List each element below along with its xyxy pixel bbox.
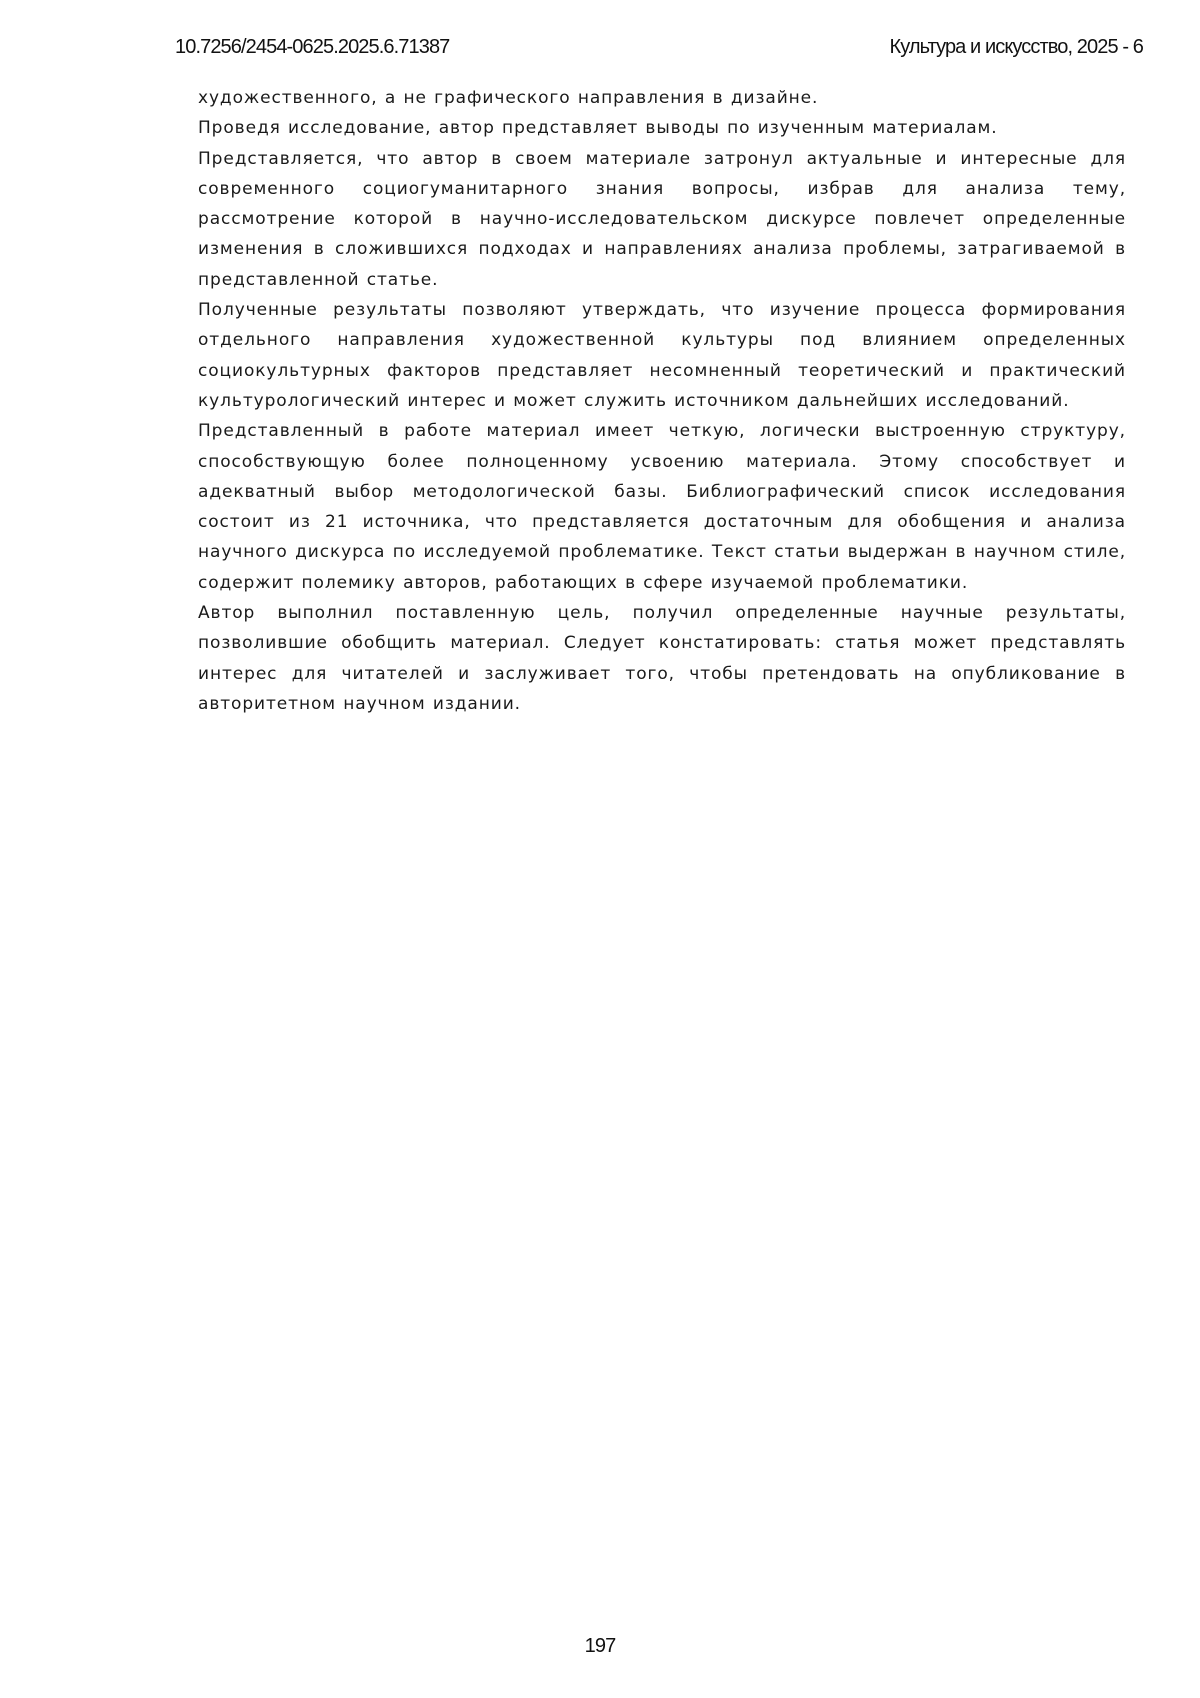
paragraph: Автор выполнил поставленную цель, получил определенные научные результаты, позволившие обобщить материал. Следует констатировать: статья может представлять интерес для читателей и заслуживает того, чтобы претендовать на опубликование в авторитетном научном издании. (198, 603, 1126, 714)
paragraph: Проведя исследование, автор представляет выводы по изученным материалам. (198, 118, 998, 139)
page-number: 197 (584, 1635, 616, 1657)
doi-label: 10.7256/2454-0625.2025.6.71387 (175, 36, 450, 58)
paragraph: Представляется, что автор в своем материале затронул актуальные и интересные для современного социогуманитарного знания вопросы, избрав для анализа тему, рассмотрение которой в научно-исследовательском дискурсе повлечет определенные изменения в сложившихся подходах и направлениях анализа проблемы, затрагиваемой в представленной статье. (198, 148, 1126, 290)
journal-issue-label: Культура и искусство, 2025 - 6 (889, 36, 1143, 58)
paragraph: Полученные результаты позволяют утверждать, что изучение процесса формирования отдельного направления художественной культуры под влиянием определенных социокультурных факторов представляет несомненный теоретический и практический культурологический интерес и может служить источником дальнейших исследований. (198, 300, 1126, 411)
article-body (198, 83, 1126, 719)
paragraph: художественного, а не графического направления в дизайне. (198, 88, 819, 108)
running-header (175, 36, 1143, 64)
paragraph: Представленный в работе материал имеет четкую, логически выстроенную структуру, способствующую более полноценному усвоению материала. Этому способствует и адекватный выбор методологической базы. Библиографический список исследования состоит из 21 источника, что представляется достаточным для обобщения и анализа научного дискурса по исследуемой проблематике. Текст статьи выдержан в научном стиле, содержит полемику авторов, работающих в сфере изучаемой проблематики. (198, 421, 1126, 593)
